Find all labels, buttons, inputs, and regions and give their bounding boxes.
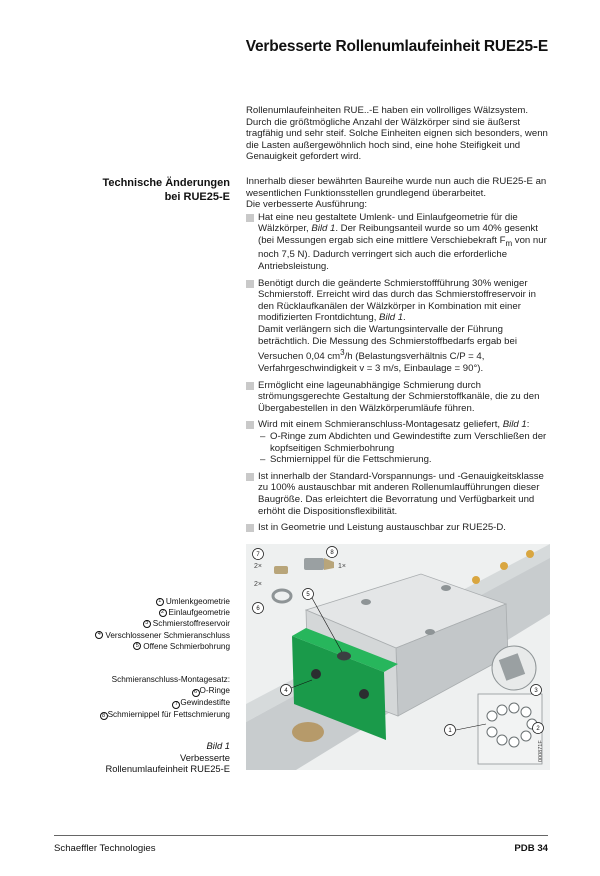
grease-nipple-part xyxy=(304,558,324,570)
footer-divider xyxy=(54,835,548,836)
intro-paragraph: Rollenumlaufeinheiten RUE..-E haben ein vollrolliges Wälzsystem. Durch die größtmögliche Anzahl der Wälzkörper sind sie äußerst tragfähig und sehr steif. Solche Einheiten eignen sich besonders, wenn die Lasten außergewöhnlich hoch sind, eine hohe Steifigkeit und Genauigkeit gefordert wird. xyxy=(246,105,548,163)
list-item: Hat eine neu gestaltete Umlenk- und Einlaufgeometrie für die Wälzkörper, Bild 1. Der Reibungsanteil wurde so um 40% gesenkt (bei Messungen ergab sich eine mittlere Verschiebekraft $F_m$ von nur noch 7,5 N). Dadurch verringert sich auch die erforderliche Antriebsleistung. xyxy=(246,212,551,273)
legend-item: 3 Schmierstoffreservoir xyxy=(95,618,230,629)
qty-2x-screw: 2× xyxy=(254,563,262,570)
callout-1 xyxy=(445,725,456,736)
qty-1x-nipple: 1× xyxy=(338,563,346,570)
svg-text:4: 4 xyxy=(284,688,288,694)
legend-item: 8 Schmiernippel für Fettschmierung xyxy=(100,709,230,721)
legend-item: 4 Verschlossener Schmieranschluss xyxy=(95,630,230,641)
list-item: Benötigt durch die geänderte Schmierstoffführung 30% weniger Schmierstoff. Erreicht wird das durch das Schmierstoffreservoir in den Rücklaufkanälen der Wälzkörper in Kombination mit einer modifizierten Frontdichtung, Bild 1. Damit verlängern sich die Wartungsintervalle der Führung beträchtlich. Die Messung des Schmierstoffbedarfs ergab bei Versuchen 0,04 $cm^3/h$ (Belastungsverhältnis C/P = 4, Verfahrgeschwindigkeit v = 3 m/s, Einbaulage = 90°). xyxy=(246,278,551,375)
legend-item: 6 O-Ringe xyxy=(100,685,230,697)
changes-intro: Innerhalb dieser bewährten Baureihe wurde nun auch die RUE25-E an wesentlichen Funktionsstellen grundlegend überarbeitet. xyxy=(246,176,547,199)
feature-list xyxy=(246,212,551,534)
callout-5 xyxy=(303,589,314,600)
callout-number: 3 xyxy=(143,620,151,628)
footer-company: Schaeffler Technologies xyxy=(54,843,156,854)
sub-list-item: – Schmiernippel für die Fettschmierung. xyxy=(258,454,551,466)
figure-caption xyxy=(105,740,230,775)
figure-code: 000871F xyxy=(538,740,544,762)
callout-2 xyxy=(533,723,544,734)
legend-item: 5 Offene Schmierbohrung xyxy=(95,641,230,652)
svg-text:5: 5 xyxy=(306,592,310,598)
callout-6 xyxy=(253,603,264,614)
caption-line2: Rollenumlaufeinheit RUE25-E xyxy=(105,763,230,774)
svg-text:6: 6 xyxy=(256,606,260,612)
list-item: Ermöglicht eine lageunabhängige Schmierung durch strömungsgerechte Gestaltung der Schmierstoffkanäle, die zu den Übergabestellen in den Wälzkörperumläufe führen. xyxy=(246,380,551,415)
figure-number: Bild 1 xyxy=(206,740,230,751)
section-heading xyxy=(102,176,230,204)
legend-item: 2 Einlaufgeometrie xyxy=(95,607,230,618)
sub-list-item: – O-Ringe zum Abdichten und Gewindestifte zum Verschließen der kopfseitigen Schmierbohrung xyxy=(258,431,551,454)
figure-ref: Bild 1 xyxy=(311,223,336,235)
list-item: Ist in Geometrie und Leistung austauschbar zur RUE25-D. xyxy=(246,522,551,534)
svg-text:8: 8 xyxy=(330,550,334,556)
qty-2x-ring: 2× xyxy=(254,581,262,588)
callout-number: 1 xyxy=(156,598,164,606)
caption-line1: Verbesserte xyxy=(179,751,230,763)
kit-legend-title: Schmieranschluss-Montagesatz: xyxy=(111,675,230,684)
figure-ref: Bild 1 xyxy=(379,312,404,324)
callout-number: 8 xyxy=(100,712,108,720)
legend-item: 7 Gewindestifte xyxy=(100,697,230,709)
section-heading-line1: Technische Änderungen xyxy=(102,177,230,189)
list-item: Wird mit einem Schmieranschluss-Montagesatz geliefert, Bild 1: – O-Ringe zum Abdichten und Gewindestifte zum Verschließen der kopfseitigen Schmierbohrung – Schmiernippel für die Fettschmierung. xyxy=(246,419,551,465)
callout-3 xyxy=(531,685,542,696)
callout-number: 4 xyxy=(95,631,103,639)
svg-text:1: 1 xyxy=(448,728,452,734)
section-heading-line2: bei RUE25-E xyxy=(164,191,230,203)
changes-section xyxy=(246,176,551,539)
sub-list xyxy=(258,431,551,466)
callout-number: 6 xyxy=(192,689,200,697)
page-number: PDB 34 xyxy=(514,843,548,854)
list-item: Ist innerhalb der Standard-Vorspannungs- und -Genauigkeitsklasse zu 100% austauschbar mit anderen Rollenumlaufführungen dieser Baugröße. Das erleichtert die Bevorratung und Verfügbarkeit und erhöht die Dispositionsflexibilität. xyxy=(246,471,551,517)
grub-screw-part xyxy=(274,566,288,574)
changes-subhead: Die verbesserte Ausführung: xyxy=(246,199,368,211)
callout-8 xyxy=(327,547,338,558)
kit-legend xyxy=(100,674,230,720)
svg-text:3: 3 xyxy=(534,688,538,694)
callout-number: 2 xyxy=(159,609,167,617)
svg-text:7: 7 xyxy=(256,552,260,558)
figure-legend xyxy=(95,596,230,652)
legend-item: 1 Umlenkgeometrie xyxy=(95,596,230,607)
product-figure xyxy=(246,544,550,770)
callout-number: 5 xyxy=(133,642,141,650)
callout-number: 7 xyxy=(172,701,180,709)
svg-text:2: 2 xyxy=(536,726,540,732)
callout-4 xyxy=(281,685,292,696)
page-title: Verbesserte Rollenumlaufeinheit RUE25-E xyxy=(245,38,548,55)
figure-ref: Bild 1 xyxy=(502,419,527,431)
callout-7 xyxy=(253,549,264,560)
